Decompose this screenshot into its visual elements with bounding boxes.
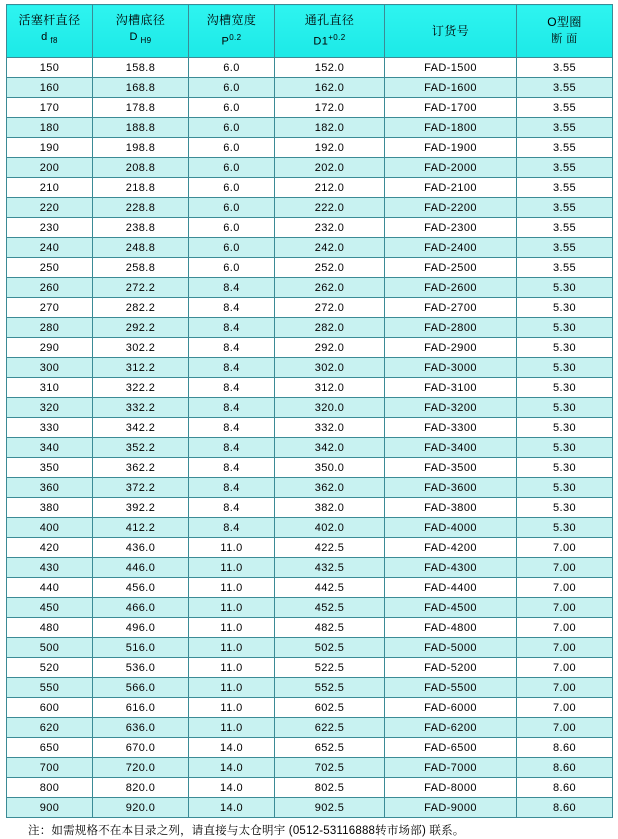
table-row (7, 298, 613, 318)
cell-r35-c4: FAD-7000 (385, 758, 517, 778)
cell-r33-c4: FAD-6200 (385, 718, 517, 738)
table-row (7, 398, 613, 418)
cell-r36-c0: 800 (7, 778, 93, 798)
table-row (7, 738, 613, 758)
header-row (7, 5, 613, 58)
cell-r0-c4: FAD-1500 (385, 58, 517, 78)
cell-r15-c3: 302.0 (275, 358, 385, 378)
cell-r7-c5: 3.55 (517, 198, 613, 218)
cell-r27-c1: 466.0 (93, 598, 189, 618)
cell-r2-c2: 6.0 (189, 98, 275, 118)
cell-r33-c5: 7.00 (517, 718, 613, 738)
cell-r7-c1: 228.8 (93, 198, 189, 218)
column-header-title-1: 沟槽底径 (115, 13, 166, 28)
cell-r17-c1: 332.2 (93, 398, 189, 418)
cell-r34-c4: FAD-6500 (385, 738, 517, 758)
cell-r7-c0: 220 (7, 198, 93, 218)
cell-r29-c4: FAD-5000 (385, 638, 517, 658)
table-row (7, 458, 613, 478)
cell-r8-c2: 6.0 (189, 218, 275, 238)
cell-r12-c3: 272.0 (275, 298, 385, 318)
cell-r12-c2: 8.4 (189, 298, 275, 318)
cell-r9-c5: 3.55 (517, 238, 613, 258)
table-row (7, 478, 613, 498)
cell-r2-c4: FAD-1700 (385, 98, 517, 118)
cell-r36-c5: 8.60 (517, 778, 613, 798)
cell-r18-c2: 8.4 (189, 418, 275, 438)
cell-r15-c0: 300 (7, 358, 93, 378)
cell-r18-c5: 5.30 (517, 418, 613, 438)
cell-r27-c3: 452.5 (275, 598, 385, 618)
cell-r4-c0: 190 (7, 138, 93, 158)
cell-r35-c1: 720.0 (93, 758, 189, 778)
cell-r26-c3: 442.5 (275, 578, 385, 598)
cell-r0-c5: 3.55 (517, 58, 613, 78)
cell-r2-c1: 178.8 (93, 98, 189, 118)
cell-r7-c3: 222.0 (275, 198, 385, 218)
table-row (7, 518, 613, 538)
cell-r30-c3: 522.5 (275, 658, 385, 678)
cell-r17-c5: 5.30 (517, 398, 613, 418)
cell-r30-c0: 520 (7, 658, 93, 678)
cell-r34-c3: 652.5 (275, 738, 385, 758)
cell-r20-c0: 350 (7, 458, 93, 478)
cell-r35-c0: 700 (7, 758, 93, 778)
cell-r12-c5: 5.30 (517, 298, 613, 318)
cell-r34-c5: 8.60 (517, 738, 613, 758)
cell-r14-c0: 290 (7, 338, 93, 358)
cell-r8-c4: FAD-2300 (385, 218, 517, 238)
cell-r7-c4: FAD-2200 (385, 198, 517, 218)
footnote: 注：如需规格不在本目录之列，请直接与太仓明宇 (0512-53116888转市场部) 联系。 (28, 825, 465, 837)
cell-r25-c0: 430 (7, 558, 93, 578)
cell-r14-c3: 292.0 (275, 338, 385, 358)
cell-r27-c0: 450 (7, 598, 93, 618)
cell-r34-c2: 14.0 (189, 738, 275, 758)
cell-r22-c0: 380 (7, 498, 93, 518)
cell-r9-c2: 6.0 (189, 238, 275, 258)
cell-r6-c2: 6.0 (189, 178, 275, 198)
cell-r19-c4: FAD-3400 (385, 438, 517, 458)
cell-r11-c2: 8.4 (189, 278, 275, 298)
table-body (7, 58, 613, 818)
cell-r8-c5: 3.55 (517, 218, 613, 238)
cell-r12-c4: FAD-2700 (385, 298, 517, 318)
cell-r20-c4: FAD-3500 (385, 458, 517, 478)
cell-r21-c1: 372.2 (93, 478, 189, 498)
cell-r26-c0: 440 (7, 578, 93, 598)
cell-r23-c2: 8.4 (189, 518, 275, 538)
cell-r14-c4: FAD-2900 (385, 338, 517, 358)
cell-r0-c1: 158.8 (93, 58, 189, 78)
cell-r35-c2: 14.0 (189, 758, 275, 778)
column-header-tolerance-3: +0.2 (328, 32, 346, 42)
cell-r20-c1: 362.2 (93, 458, 189, 478)
column-header-tolerance-1: H9 (137, 36, 152, 46)
cell-r32-c3: 602.5 (275, 698, 385, 718)
cell-r27-c2: 11.0 (189, 598, 275, 618)
column-header-title-3: 通孔直径 (304, 12, 355, 27)
cell-r16-c4: FAD-3100 (385, 378, 517, 398)
cell-r3-c2: 6.0 (189, 118, 275, 138)
cell-r9-c4: FAD-2400 (385, 238, 517, 258)
cell-r37-c2: 14.0 (189, 798, 275, 818)
cell-r4-c4: FAD-1900 (385, 138, 517, 158)
cell-r26-c2: 11.0 (189, 578, 275, 598)
cell-r21-c5: 5.30 (517, 478, 613, 498)
cell-r18-c3: 332.0 (275, 418, 385, 438)
column-header-tolerance-2: 0.2 (229, 32, 242, 42)
cell-r36-c3: 802.5 (275, 778, 385, 798)
cell-r6-c1: 218.8 (93, 178, 189, 198)
cell-r14-c1: 302.2 (93, 338, 189, 358)
cell-r7-c2: 6.0 (189, 198, 275, 218)
cell-r6-c0: 210 (7, 178, 93, 198)
cell-r17-c2: 8.4 (189, 398, 275, 418)
cell-r13-c5: 5.30 (517, 318, 613, 338)
table-header (7, 5, 613, 58)
cell-r37-c3: 902.5 (275, 798, 385, 818)
cell-r21-c2: 8.4 (189, 478, 275, 498)
cell-r18-c4: FAD-3300 (385, 418, 517, 438)
cell-r19-c3: 342.0 (275, 438, 385, 458)
column-header-symbol-0: d $_{f8}$ (41, 31, 58, 46)
column-header-symbol-2: $P^{0.2}$ (221, 32, 242, 48)
cell-r4-c3: 192.0 (275, 138, 385, 158)
cell-r26-c4: FAD-4400 (385, 578, 517, 598)
cell-r28-c3: 482.5 (275, 618, 385, 638)
column-header-0 (7, 5, 93, 58)
table-row (7, 78, 613, 98)
table-row (7, 658, 613, 678)
cell-r30-c4: FAD-5200 (385, 658, 517, 678)
cell-r10-c2: 6.0 (189, 258, 275, 278)
cell-r3-c0: 180 (7, 118, 93, 138)
cell-r25-c1: 446.0 (93, 558, 189, 578)
cell-r29-c2: 11.0 (189, 638, 275, 658)
cell-r3-c1: 188.8 (93, 118, 189, 138)
cell-r24-c3: 422.5 (275, 538, 385, 558)
cell-r16-c2: 8.4 (189, 378, 275, 398)
cell-r32-c4: FAD-6000 (385, 698, 517, 718)
cell-r32-c1: 616.0 (93, 698, 189, 718)
column-header-3 (275, 5, 385, 58)
cell-r29-c1: 516.0 (93, 638, 189, 658)
cell-r8-c1: 238.8 (93, 218, 189, 238)
cell-r10-c0: 250 (7, 258, 93, 278)
cell-r32-c5: 7.00 (517, 698, 613, 718)
cell-r31-c3: 552.5 (275, 678, 385, 698)
cell-r15-c2: 8.4 (189, 358, 275, 378)
column-header-title-0: 活塞杆直径 (18, 13, 81, 28)
table-row (7, 218, 613, 238)
table-row (7, 58, 613, 78)
cell-r22-c4: FAD-3800 (385, 498, 517, 518)
cell-r20-c3: 350.0 (275, 458, 385, 478)
cell-r24-c1: 436.0 (93, 538, 189, 558)
table-row (7, 778, 613, 798)
cell-r36-c2: 14.0 (189, 778, 275, 798)
cell-r13-c0: 280 (7, 318, 93, 338)
cell-r16-c1: 322.2 (93, 378, 189, 398)
cell-r3-c5: 3.55 (517, 118, 613, 138)
cell-r3-c3: 182.0 (275, 118, 385, 138)
cell-r32-c2: 11.0 (189, 698, 275, 718)
cell-r33-c0: 620 (7, 718, 93, 738)
column-header-tolerance-0: f8 (47, 36, 58, 46)
cell-r30-c5: 7.00 (517, 658, 613, 678)
cell-r17-c0: 320 (7, 398, 93, 418)
cell-r23-c4: FAD-4000 (385, 518, 517, 538)
cell-r13-c2: 8.4 (189, 318, 275, 338)
cell-r15-c1: 312.2 (93, 358, 189, 378)
cell-r24-c2: 11.0 (189, 538, 275, 558)
cell-r31-c4: FAD-5500 (385, 678, 517, 698)
cell-r36-c1: 820.0 (93, 778, 189, 798)
cell-r19-c5: 5.30 (517, 438, 613, 458)
cell-r2-c0: 170 (7, 98, 93, 118)
cell-r28-c1: 496.0 (93, 618, 189, 638)
cell-r26-c5: 7.00 (517, 578, 613, 598)
cell-r37-c4: FAD-9000 (385, 798, 517, 818)
cell-r13-c1: 292.2 (93, 318, 189, 338)
cell-r23-c3: 402.0 (275, 518, 385, 538)
cell-r9-c1: 248.8 (93, 238, 189, 258)
cell-r32-c0: 600 (7, 698, 93, 718)
specification-table (6, 4, 613, 818)
table-row (7, 318, 613, 338)
table-row (7, 558, 613, 578)
cell-r1-c3: 162.0 (275, 78, 385, 98)
cell-r21-c0: 360 (7, 478, 93, 498)
column-header-1 (93, 5, 189, 58)
cell-r31-c2: 11.0 (189, 678, 275, 698)
cell-r1-c1: 168.8 (93, 78, 189, 98)
cell-r1-c2: 6.0 (189, 78, 275, 98)
cell-r6-c3: 212.0 (275, 178, 385, 198)
cell-r24-c5: 7.00 (517, 538, 613, 558)
table-row (7, 638, 613, 658)
cell-r10-c4: FAD-2500 (385, 258, 517, 278)
cell-r5-c2: 6.0 (189, 158, 275, 178)
cell-r5-c5: 3.55 (517, 158, 613, 178)
column-header-symbol-5: 断 面 (551, 33, 578, 45)
cell-r13-c4: FAD-2800 (385, 318, 517, 338)
table-row (7, 578, 613, 598)
cell-r11-c1: 272.2 (93, 278, 189, 298)
cell-r4-c5: 3.55 (517, 138, 613, 158)
cell-r6-c5: 3.55 (517, 178, 613, 198)
table-row (7, 698, 613, 718)
table-row (7, 418, 613, 438)
cell-r15-c5: 5.30 (517, 358, 613, 378)
table-row (7, 158, 613, 178)
table-row (7, 678, 613, 698)
column-header-2 (189, 5, 275, 58)
cell-r4-c2: 6.0 (189, 138, 275, 158)
cell-r9-c3: 242.0 (275, 238, 385, 258)
cell-r27-c4: FAD-4500 (385, 598, 517, 618)
cell-r31-c0: 550 (7, 678, 93, 698)
cell-r9-c0: 240 (7, 238, 93, 258)
cell-r33-c3: 622.5 (275, 718, 385, 738)
column-header-title-4: 订货号 (431, 23, 470, 38)
cell-r1-c0: 160 (7, 78, 93, 98)
table-row (7, 98, 613, 118)
cell-r5-c3: 202.0 (275, 158, 385, 178)
column-header-symbol-1: D $_{H9}$ (129, 31, 152, 46)
cell-r10-c3: 252.0 (275, 258, 385, 278)
cell-r2-c5: 3.55 (517, 98, 613, 118)
cell-r26-c1: 456.0 (93, 578, 189, 598)
cell-r25-c5: 7.00 (517, 558, 613, 578)
column-header-4 (385, 5, 517, 58)
cell-r0-c3: 152.0 (275, 58, 385, 78)
cell-r3-c4: FAD-1800 (385, 118, 517, 138)
cell-r28-c5: 7.00 (517, 618, 613, 638)
cell-r4-c1: 198.8 (93, 138, 189, 158)
cell-r29-c5: 7.00 (517, 638, 613, 658)
table-row (7, 118, 613, 138)
cell-r8-c3: 232.0 (275, 218, 385, 238)
cell-r22-c3: 382.0 (275, 498, 385, 518)
cell-r5-c0: 200 (7, 158, 93, 178)
cell-r0-c2: 6.0 (189, 58, 275, 78)
cell-r11-c4: FAD-2600 (385, 278, 517, 298)
cell-r23-c1: 412.2 (93, 518, 189, 538)
cell-r5-c4: FAD-2000 (385, 158, 517, 178)
cell-r5-c1: 208.8 (93, 158, 189, 178)
cell-r34-c0: 650 (7, 738, 93, 758)
cell-r20-c2: 8.4 (189, 458, 275, 478)
table-row (7, 758, 613, 778)
cell-r1-c4: FAD-1600 (385, 78, 517, 98)
table-row (7, 498, 613, 518)
cell-r19-c2: 8.4 (189, 438, 275, 458)
cell-r35-c5: 8.60 (517, 758, 613, 778)
cell-r16-c5: 5.30 (517, 378, 613, 398)
cell-r22-c5: 5.30 (517, 498, 613, 518)
cell-r28-c0: 480 (7, 618, 93, 638)
table-row (7, 198, 613, 218)
cell-r25-c2: 11.0 (189, 558, 275, 578)
cell-r14-c2: 8.4 (189, 338, 275, 358)
table-row (7, 338, 613, 358)
cell-r30-c1: 536.0 (93, 658, 189, 678)
cell-r10-c5: 3.55 (517, 258, 613, 278)
cell-r0-c0: 150 (7, 58, 93, 78)
cell-r17-c4: FAD-3200 (385, 398, 517, 418)
table-row (7, 278, 613, 298)
cell-r29-c0: 500 (7, 638, 93, 658)
table-row (7, 438, 613, 458)
column-header-title-5: O型圈 (547, 15, 582, 29)
cell-r20-c5: 5.30 (517, 458, 613, 478)
cell-r29-c3: 502.5 (275, 638, 385, 658)
table-row (7, 238, 613, 258)
cell-r24-c0: 420 (7, 538, 93, 558)
cell-r27-c5: 7.00 (517, 598, 613, 618)
cell-r1-c5: 3.55 (517, 78, 613, 98)
cell-r18-c1: 342.2 (93, 418, 189, 438)
cell-r11-c0: 260 (7, 278, 93, 298)
cell-r25-c4: FAD-4300 (385, 558, 517, 578)
cell-r37-c0: 900 (7, 798, 93, 818)
cell-r8-c0: 230 (7, 218, 93, 238)
column-header-5 (517, 5, 613, 58)
cell-r18-c0: 330 (7, 418, 93, 438)
cell-r21-c3: 362.0 (275, 478, 385, 498)
cell-r12-c1: 282.2 (93, 298, 189, 318)
cell-r19-c0: 340 (7, 438, 93, 458)
column-header-symbol-3: $D1^{+0.2}$ (313, 32, 346, 48)
cell-r22-c2: 8.4 (189, 498, 275, 518)
cell-r25-c3: 432.5 (275, 558, 385, 578)
cell-r24-c4: FAD-4200 (385, 538, 517, 558)
table-row (7, 258, 613, 278)
cell-r15-c4: FAD-3000 (385, 358, 517, 378)
table-row (7, 718, 613, 738)
table-row (7, 538, 613, 558)
cell-r6-c4: FAD-2100 (385, 178, 517, 198)
table-row (7, 598, 613, 618)
cell-r11-c5: 5.30 (517, 278, 613, 298)
cell-r16-c3: 312.0 (275, 378, 385, 398)
cell-r19-c1: 352.2 (93, 438, 189, 458)
cell-r36-c4: FAD-8000 (385, 778, 517, 798)
cell-r12-c0: 270 (7, 298, 93, 318)
cell-r10-c1: 258.8 (93, 258, 189, 278)
cell-r31-c1: 566.0 (93, 678, 189, 698)
cell-r17-c3: 320.0 (275, 398, 385, 418)
cell-r22-c1: 392.2 (93, 498, 189, 518)
table-row (7, 358, 613, 378)
cell-r34-c1: 670.0 (93, 738, 189, 758)
cell-r23-c5: 5.30 (517, 518, 613, 538)
cell-r13-c3: 282.0 (275, 318, 385, 338)
cell-r23-c0: 400 (7, 518, 93, 538)
cell-r28-c4: FAD-4800 (385, 618, 517, 638)
table-row (7, 178, 613, 198)
cell-r28-c2: 11.0 (189, 618, 275, 638)
cell-r11-c3: 262.0 (275, 278, 385, 298)
cell-r33-c1: 636.0 (93, 718, 189, 738)
cell-r31-c5: 7.00 (517, 678, 613, 698)
cell-r30-c2: 11.0 (189, 658, 275, 678)
cell-r37-c1: 920.0 (93, 798, 189, 818)
cell-r2-c3: 172.0 (275, 98, 385, 118)
cell-r35-c3: 702.5 (275, 758, 385, 778)
table-row (7, 618, 613, 638)
cell-r21-c4: FAD-3600 (385, 478, 517, 498)
cell-r37-c5: 8.60 (517, 798, 613, 818)
column-header-title-2: 沟槽宽度 (206, 12, 257, 27)
cell-r33-c2: 11.0 (189, 718, 275, 738)
cell-r16-c0: 310 (7, 378, 93, 398)
table-row (7, 138, 613, 158)
table-row (7, 378, 613, 398)
cell-r14-c5: 5.30 (517, 338, 613, 358)
